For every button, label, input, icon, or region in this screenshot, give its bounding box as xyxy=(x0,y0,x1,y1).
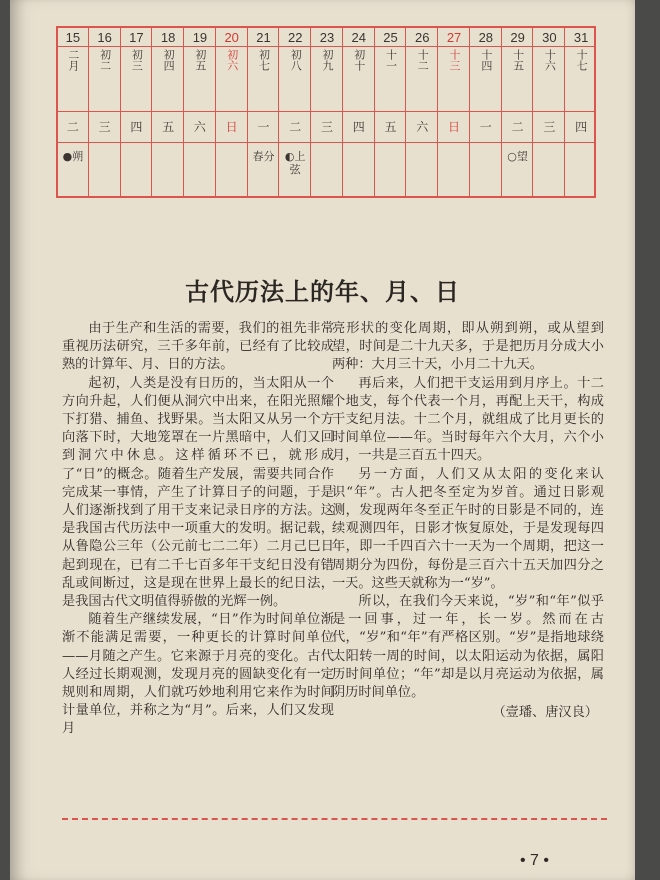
calendar-weekday: 四 xyxy=(575,120,588,134)
calendar-column xyxy=(56,26,89,198)
calendar-event: 春分 xyxy=(252,150,275,163)
calendar-lunar-date: 初三 xyxy=(130,49,144,71)
calendar-weekday: 三 xyxy=(98,120,111,134)
paragraph-1: 由于生产和生活的需要，我们的祖先非常重视历法研究，三千多年前，已经有了比较成熟的计算年、月、日的方法。 xyxy=(62,321,334,373)
calendar-weekday: 三 xyxy=(320,120,333,134)
calendar-event: ●朔 xyxy=(62,150,84,163)
calendar-weekday: 二 xyxy=(511,120,524,134)
calendar-weekday: 一 xyxy=(257,120,270,134)
left-column xyxy=(62,320,334,739)
calendar-column xyxy=(183,26,216,198)
calendar-column xyxy=(215,26,248,198)
calendar-column xyxy=(532,26,565,198)
calendar-weekday: 三 xyxy=(543,120,556,134)
calendar-day-number: 24 xyxy=(351,30,366,45)
calendar-weekday: 六 xyxy=(416,120,429,134)
calendar-weekday: 二 xyxy=(289,120,302,134)
calendar-day-number: 17 xyxy=(129,30,144,45)
calendar-column xyxy=(342,26,375,198)
calendar-lunar-date: 十二 xyxy=(416,49,430,71)
calendar-weekday: 日 xyxy=(225,120,238,134)
calendar-day-number: 20 xyxy=(224,30,239,45)
calendar-lunar-date: 初五 xyxy=(193,49,207,71)
calendar-day-number: 27 xyxy=(446,30,462,45)
calendar-day-number: 31 xyxy=(573,30,589,45)
calendar-day-number: 19 xyxy=(192,30,208,45)
calendar-column xyxy=(469,26,502,198)
calendar-row-divider xyxy=(56,142,596,143)
calendar-lunar-date: 十七 xyxy=(575,49,589,71)
calendar-day-number: 28 xyxy=(478,30,494,45)
paragraph-continuation: 亮形状的变化周期，即从朔到朔，或从望到望，时间是二十九天多，于是把历月分成大小两种：大月三十天，小月二十九天。 xyxy=(332,321,604,373)
calendar-row-divider xyxy=(56,46,596,47)
calendar-lunar-date: 初十 xyxy=(352,49,366,71)
calendar-weekday: 日 xyxy=(448,120,461,134)
calendar-lunar-date: 二月 xyxy=(66,49,80,71)
calendar-lunar-date: 初七 xyxy=(257,49,271,71)
calendar-event: ◐上弦 xyxy=(284,150,306,176)
calendar-lunar-date: 十四 xyxy=(479,49,493,71)
calendar-column xyxy=(247,26,280,198)
author-credit: （壹璠、唐汉良） xyxy=(492,705,598,721)
calendar-lunar-date: 十一 xyxy=(384,49,398,71)
right-column xyxy=(332,320,604,722)
calendar-day-number: 30 xyxy=(542,30,557,45)
calendar-day-number: 18 xyxy=(160,30,176,45)
calendar-column xyxy=(88,26,121,198)
calendar-lunar-date: 十三 xyxy=(448,49,462,71)
paragraph-2: 起初，人类是没有日历的，当太阳从一个方向升起，人们便从洞穴中出来，在阳光照耀下打猎、捕鱼、找野果。当太阳又从另一个方向落下时，大地笼罩在一片黑暗中，人们又回到洞穴中休息。这样循环不已，就形成了“日”的概念。随着生产发展，需要共同合作完成某一事情，产生了计算日子的问题，于是人们逐渐找到了用干支来记录日序的方法。这是我国古代历法中一项重大的发明。据记载，从鲁隐公三年（公元前七二二年）二月己巳日起到现在，已有二千七百多年干支纪日没有错乱或间断过，这是现在世界上最长的纪日法，是我国古代文明值得骄傲的光辉一例。 xyxy=(62,375,334,610)
calendar-column xyxy=(501,26,534,198)
calendar-lunar-date: 初九 xyxy=(320,49,334,71)
calendar-column xyxy=(564,26,597,198)
magazine-page xyxy=(10,0,635,880)
paragraph-3: 随着生产继续发展，“日”作为时间单位渐渐不能满足需要，一种更长的计算时间单位——月随之产生。它来源于月亮的变化。古代人经过长期观测，发现月亮的圆缺变化有一定规则和周期，人们就巧妙地利用它来作为时间计量单位，并称之为“月”。后来，人们又发现月 xyxy=(62,612,334,737)
calendar-row-divider xyxy=(56,111,596,112)
calendar-column xyxy=(278,26,311,198)
paragraph-6: 所以，在我们今天来说，“岁”和“年”似乎是一回事，过一年，长一岁。然而在古代，“岁”和“年”有严格区别。“岁”是指地球绕太阳转一周的时间，以太阳运动为依据，属阳历时间单位；“年”却是以月亮运动为依据，属阴历时间单位。 xyxy=(332,594,604,701)
paragraph-4: 再后来，人们把干支运用到月序上。十二个地支，每个代表一个月，再配上天干，构成干支纪月法。十二个月，就组成了比月更长的时间单位——年。当时每年六个大月，六个小月，一共是三百五十四天。 xyxy=(332,375,604,464)
calendar-day-number: 29 xyxy=(510,30,525,45)
article-title: 古代历法上的年、月、日 xyxy=(185,278,460,306)
calendar-weekday: 一 xyxy=(479,120,492,134)
calendar-weekday: 五 xyxy=(162,120,175,134)
calendar-grid xyxy=(56,26,596,198)
calendar-day-number: 21 xyxy=(256,30,271,45)
calendar-column xyxy=(120,26,153,198)
calendar-weekday: 五 xyxy=(384,120,397,134)
calendar-column xyxy=(151,26,184,198)
calendar-day-number: 22 xyxy=(287,30,303,45)
calendar-weekday: 二 xyxy=(66,120,79,134)
calendar-day-number: 25 xyxy=(383,30,398,45)
calendar-day-number: 15 xyxy=(65,30,81,45)
calendar-column xyxy=(405,26,438,198)
footer-divider xyxy=(62,818,607,820)
calendar-column xyxy=(310,26,343,198)
calendar-weekday: 四 xyxy=(352,120,365,134)
calendar-event: ○望 xyxy=(507,150,528,163)
calendar-lunar-date: 初八 xyxy=(289,49,303,71)
calendar-day-number: 16 xyxy=(97,30,112,45)
calendar-day-number: 26 xyxy=(415,30,430,45)
calendar-lunar-date: 初六 xyxy=(225,49,239,71)
calendar-lunar-date: 十六 xyxy=(543,49,557,71)
calendar-day-number: 23 xyxy=(319,30,335,45)
page-number: • 7 • xyxy=(520,852,549,869)
calendar-lunar-date: 初二 xyxy=(98,49,112,71)
calendar-column xyxy=(437,26,470,198)
calendar-weekday: 六 xyxy=(193,120,206,134)
calendar-weekday: 四 xyxy=(130,120,143,134)
calendar-column xyxy=(374,26,407,198)
calendar-lunar-date: 初四 xyxy=(162,49,176,71)
paragraph-5: 另一方面，人们又从太阳的变化来认识“年”。古人把冬至定为岁首。通过日影观测，发现两年冬至正午时的日影是不同的，连续观测四年，日影才恢复原处，于是发现每四年，即一千四百六十一天为一个周期，把这一周期分为四份，每份是三百六十五天加四分之一天。这些天就称为一“岁”。 xyxy=(332,466,604,591)
calendar-lunar-date: 十五 xyxy=(511,49,525,71)
